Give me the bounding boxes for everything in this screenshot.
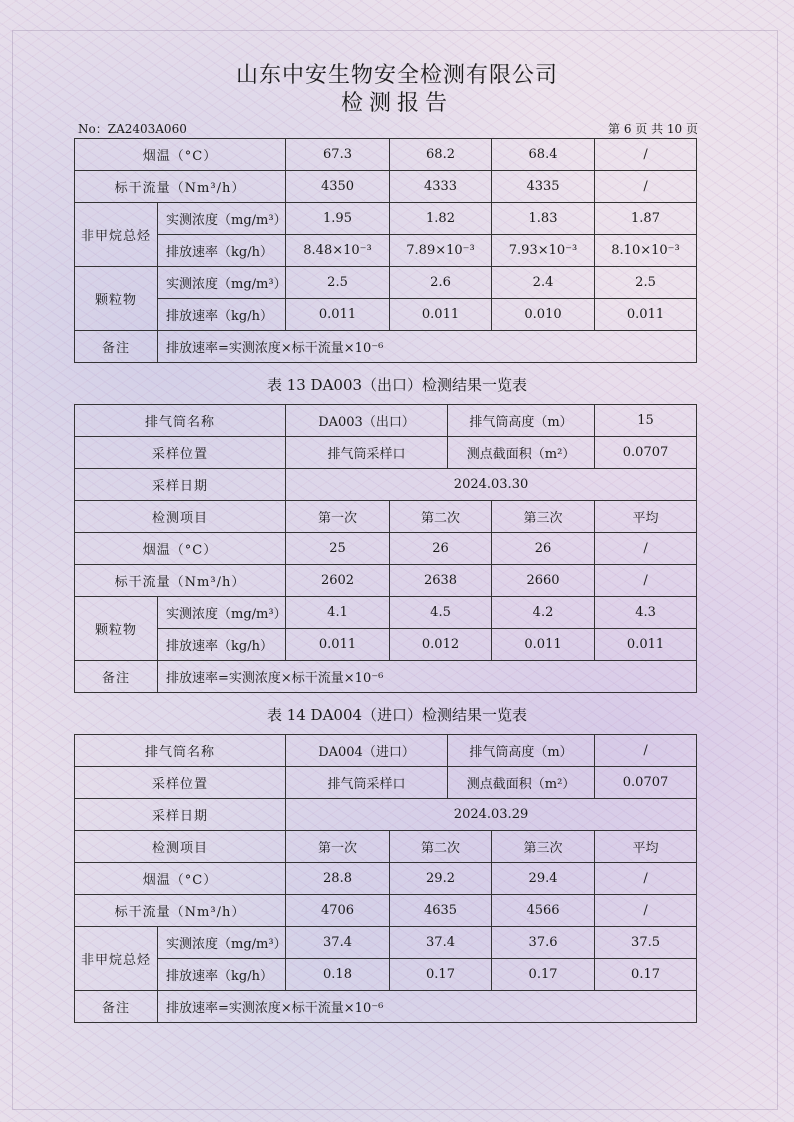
table-cell: / [595, 565, 697, 597]
row-label: 排气筒高度（m） [448, 735, 595, 767]
table-cell: 8.10×10⁻³ [595, 235, 697, 267]
table-row [75, 235, 697, 267]
table-row [75, 565, 697, 597]
row-label: 测点截面积（m²） [448, 437, 595, 469]
report-title: 检测报告 [340, 91, 453, 116]
table-row [75, 139, 697, 171]
table-cell: 37.4 [286, 927, 390, 959]
table-row [75, 533, 697, 565]
table-row [75, 863, 697, 895]
row-label: 实测浓度（mg/m³） [158, 203, 286, 235]
table-row [75, 927, 697, 959]
table-cell: 0.012 [390, 629, 492, 661]
row-label: 采样日期 [75, 799, 286, 831]
table-cell: 4566 [492, 895, 595, 927]
table-row [75, 597, 697, 629]
table-cell: 1.82 [390, 203, 492, 235]
table-cell: 29.2 [390, 863, 492, 895]
table-cell: 1.83 [492, 203, 595, 235]
table-cell: 0.011 [595, 629, 697, 661]
row-label: 排放速率（kg/h） [158, 299, 286, 331]
row-label: 排气筒高度（m） [448, 405, 595, 437]
table-row [75, 469, 697, 501]
row-label: 排气筒名称 [75, 735, 286, 767]
remark-label: 备注 [75, 331, 158, 363]
table-cell: 0.011 [390, 299, 492, 331]
table-cell: 2024.03.30 [286, 469, 697, 501]
pollutant-name: 颗粒物 [75, 597, 158, 661]
row-label: 实测浓度（mg/m³） [158, 597, 286, 629]
table-cell: 2660 [492, 565, 595, 597]
table-cell: / [595, 139, 697, 171]
row-label: 采样位置 [75, 437, 286, 469]
table-row [75, 735, 697, 767]
remark-label: 备注 [75, 991, 158, 1023]
table-cell: / [595, 863, 697, 895]
column-header: 平均 [595, 501, 697, 533]
table-cell: 7.93×10⁻³ [492, 235, 595, 267]
column-header: 第三次 [492, 501, 595, 533]
remark-text: 排放速率=实测浓度×标干流量×10⁻⁶ [158, 991, 697, 1023]
company-name: 山东中安生物安全检测有限公司 [235, 63, 558, 88]
remark-label: 备注 [75, 661, 158, 693]
table-cell: 0.17 [390, 959, 492, 991]
table-caption: 表 14 DA004（进口）检测结果一览表 [266, 706, 528, 724]
table-cell: DA004（进口） [286, 735, 448, 767]
table-cell: 4635 [390, 895, 492, 927]
table-cell: 2.5 [595, 267, 697, 299]
row-label: 排放速率（kg/h） [158, 235, 286, 267]
table-caption: 表 13 DA003（出口）检测结果一览表 [266, 376, 528, 394]
results-table-continued [74, 138, 697, 363]
table-cell: 4.1 [286, 597, 390, 629]
table-row [75, 799, 697, 831]
table-header-row [75, 501, 697, 533]
table-cell: 7.89×10⁻³ [390, 235, 492, 267]
table-row [75, 405, 697, 437]
table-cell: 68.4 [492, 139, 595, 171]
row-label: 实测浓度（mg/m³） [158, 927, 286, 959]
table-cell: 4335 [492, 171, 595, 203]
column-header: 第三次 [492, 831, 595, 863]
table-cell: 0.17 [595, 959, 697, 991]
results-table-da003 [74, 404, 697, 693]
table-cell: 0.011 [595, 299, 697, 331]
table-cell: 2024.03.29 [286, 799, 697, 831]
table-header-row [75, 831, 697, 863]
table-row [75, 331, 697, 363]
column-header: 第二次 [390, 831, 492, 863]
report-number: No：ZA2403A060 [78, 122, 187, 136]
row-label: 排气筒名称 [75, 405, 286, 437]
table-cell: 0.17 [492, 959, 595, 991]
table-cell: / [595, 171, 697, 203]
table-cell: 1.95 [286, 203, 390, 235]
table-cell: 37.5 [595, 927, 697, 959]
table-cell: 4350 [286, 171, 390, 203]
table-cell: 26 [492, 533, 595, 565]
table-cell: 15 [595, 405, 697, 437]
row-label: 标干流量（Nm³/h） [75, 171, 286, 203]
page-indicator: 第 6 页 共 10 页 [608, 122, 698, 136]
table-cell: 2.4 [492, 267, 595, 299]
table-row [75, 171, 697, 203]
table-cell: 4.3 [595, 597, 697, 629]
table-cell: / [595, 895, 697, 927]
row-label: 实测浓度（mg/m³） [158, 267, 286, 299]
row-label: 烟温（°C） [75, 139, 286, 171]
table-cell: 37.6 [492, 927, 595, 959]
results-table-da004 [74, 734, 697, 1023]
table-row [75, 991, 697, 1023]
table-cell: 2.5 [286, 267, 390, 299]
row-label: 标干流量（Nm³/h） [75, 565, 286, 597]
table-cell: 0.011 [286, 629, 390, 661]
table-cell: 4.5 [390, 597, 492, 629]
table-row [75, 437, 697, 469]
table-cell: 68.2 [390, 139, 492, 171]
table-row [75, 267, 697, 299]
row-label: 烟温（°C） [75, 863, 286, 895]
table-cell: 0.0707 [595, 437, 697, 469]
table-cell: 0.18 [286, 959, 390, 991]
table-cell: 37.4 [390, 927, 492, 959]
table-cell: 排气筒采样口 [286, 437, 448, 469]
table-cell: / [595, 735, 697, 767]
row-label: 排放速率（kg/h） [158, 629, 286, 661]
report-header [0, 62, 794, 118]
table-cell: 28.8 [286, 863, 390, 895]
row-label: 标干流量（Nm³/h） [75, 895, 286, 927]
column-header: 检测项目 [75, 831, 286, 863]
table-row [75, 767, 697, 799]
table-cell: 2602 [286, 565, 390, 597]
table-row [75, 661, 697, 693]
pollutant-name: 非甲烷总烃 [75, 203, 158, 267]
table-row [75, 629, 697, 661]
table-cell: 4706 [286, 895, 390, 927]
report-meta [78, 120, 698, 137]
table-cell: 25 [286, 533, 390, 565]
table-cell: 67.3 [286, 139, 390, 171]
table-cell: 4333 [390, 171, 492, 203]
remark-text: 排放速率=实测浓度×标干流量×10⁻⁶ [158, 661, 697, 693]
table-row [75, 959, 697, 991]
table-cell: 1.87 [595, 203, 697, 235]
pollutant-name: 颗粒物 [75, 267, 158, 331]
table-cell: 29.4 [492, 863, 595, 895]
column-header: 第一次 [286, 501, 390, 533]
column-header: 检测项目 [75, 501, 286, 533]
table-cell: 2.6 [390, 267, 492, 299]
table-cell: 4.2 [492, 597, 595, 629]
table-cell: / [595, 533, 697, 565]
table-row [75, 203, 697, 235]
pollutant-name: 非甲烷总烃 [75, 927, 158, 991]
row-label: 烟温（°C） [75, 533, 286, 565]
remark-text: 排放速率=实测浓度×标干流量×10⁻⁶ [158, 331, 697, 363]
table-cell: DA003（出口） [286, 405, 448, 437]
table-cell: 2638 [390, 565, 492, 597]
table-row [75, 895, 697, 927]
table-cell: 26 [390, 533, 492, 565]
table-cell: 0.011 [492, 629, 595, 661]
row-label: 排放速率（kg/h） [158, 959, 286, 991]
row-label: 采样位置 [75, 767, 286, 799]
column-header: 平均 [595, 831, 697, 863]
column-header: 第一次 [286, 831, 390, 863]
table-cell: 排气筒采样口 [286, 767, 448, 799]
column-header: 第二次 [390, 501, 492, 533]
table-cell: 0.010 [492, 299, 595, 331]
table-cell: 0.0707 [595, 767, 697, 799]
table-cell: 8.48×10⁻³ [286, 235, 390, 267]
row-label: 测点截面积（m²） [448, 767, 595, 799]
table-cell: 0.011 [286, 299, 390, 331]
table-row [75, 299, 697, 331]
row-label: 采样日期 [75, 469, 286, 501]
